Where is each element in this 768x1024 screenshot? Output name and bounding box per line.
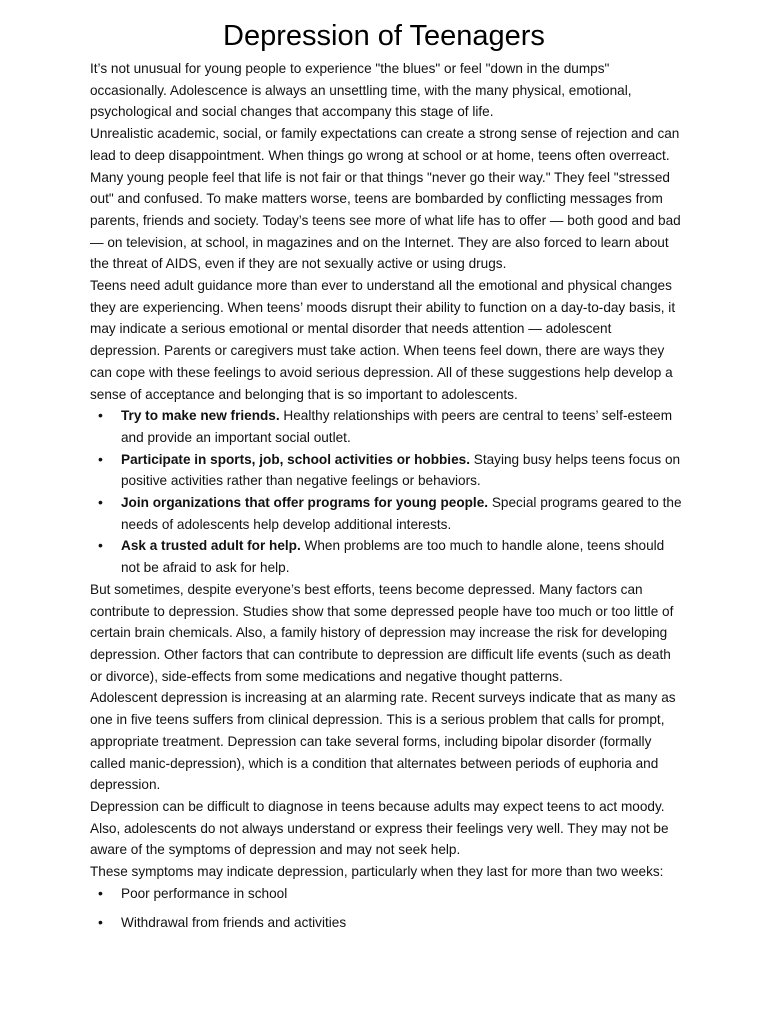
suggestions-list xyxy=(90,405,682,579)
paragraph-diagnosis: Depression can be difficult to diagnose in teens because adults may expect teens to act moody. Also, adolescents do not always understand or express their feelings very well. They may not be aware of the symptoms of depression and may not seek help. xyxy=(90,798,669,858)
paragraph-causes: But sometimes, despite everyone’s best efforts, teens become depressed. Many factors can contribute to depression. Studies show that some depressed people have too much or too little of certain brain chemicals. Also, a family history of depression may increase the risk for developing depression. Other factors that can contribute to depression are difficult life events (such as death or divorce), side-effects from some medications and negative thought patterns. xyxy=(90,581,674,684)
symptoms-list xyxy=(90,883,682,934)
list-item xyxy=(90,535,682,578)
suggestion-title: Try to make new friends. xyxy=(121,408,280,424)
suggestion-text: Special programs geared to the needs of adolescents help develop additional interests. xyxy=(121,495,682,532)
paragraph-guidance: Teens need adult guidance more than ever to understand all the emotional and physical changes they are experiencing. When teens’ moods disrupt their ability to function on a day-to-day basis, it may indicate a serious emotional or mental disorder that needs attention — adolescent depression. Parents or caregivers must take action. When teens feel down, there are ways they can cope with these feelings to avoid serious depression. All of these suggestions help develop a sense of acceptance and belonging that is so important to adolescents. xyxy=(90,278,676,402)
suggestion-title: Join organizations that offer programs for young people. xyxy=(121,495,489,511)
suggestion-text: Staying busy helps teens focus on positive activities rather than negative feelings or behaviors. xyxy=(121,451,681,489)
suggestion-text: Healthy relationships with peers are central to teens’ self-esteem and provide an important social outlet. xyxy=(121,408,673,445)
suggestion-title: Ask a trusted adult for help. xyxy=(121,538,301,554)
list-item xyxy=(90,405,682,448)
list-item xyxy=(90,492,682,535)
suggestion-title: Participate in sports, job, school activities or hobbies. xyxy=(121,451,470,467)
paragraph-prevalence: Adolescent depression is increasing at an alarming rate. Recent surveys indicate that as many as one in five teens suffers from clinical depression. This is a serious problem that calls for prompt, appropriate treatment. Depression can take several forms, including bipolar disorder (formally called manic-depression), which is a condition that alternates between periods of euphoria and depression. xyxy=(90,690,676,793)
paragraph-intro: It’s not unusual for young people to experience "the blues" or feel "down in the dumps" occasionally. Adolescence is always an unsettling time, with the many physical, emotional, psychological and social changes that accompany this stage of life. xyxy=(90,61,632,120)
list-item: • Poor performance in school xyxy=(90,883,682,905)
document-body xyxy=(90,58,682,934)
suggestion-text: When problems are too much to handle alone, teens should not be afraid to ask for help. xyxy=(121,538,665,576)
paragraph-symptoms-intro: These symptoms may indicate depression, particularly when they last for more than two weeks: xyxy=(90,864,664,880)
paragraph-expectations: Unrealistic academic, social, or family expectations can create a strong sense of rejection and can lead to deep disappointment. When things go wrong at school or at home, teens often overreact. Many young people feel that life is not fair or that things "never go their way." They feel "stressed out" and confused. To make matters worse, teens are bombarded by conflicting messages from parents, friends and society. Today’s teens see more of what life has to offer — both good and bad — on television, at school, in magazines and on the Internet. They are also forced to learn about the threat of AIDS, even if they are not sexually active or using drugs. xyxy=(90,126,681,272)
document-title: Depression of Teenagers xyxy=(223,20,545,52)
list-item: • Withdrawal from friends and activities xyxy=(90,912,682,934)
list-item xyxy=(90,449,682,492)
